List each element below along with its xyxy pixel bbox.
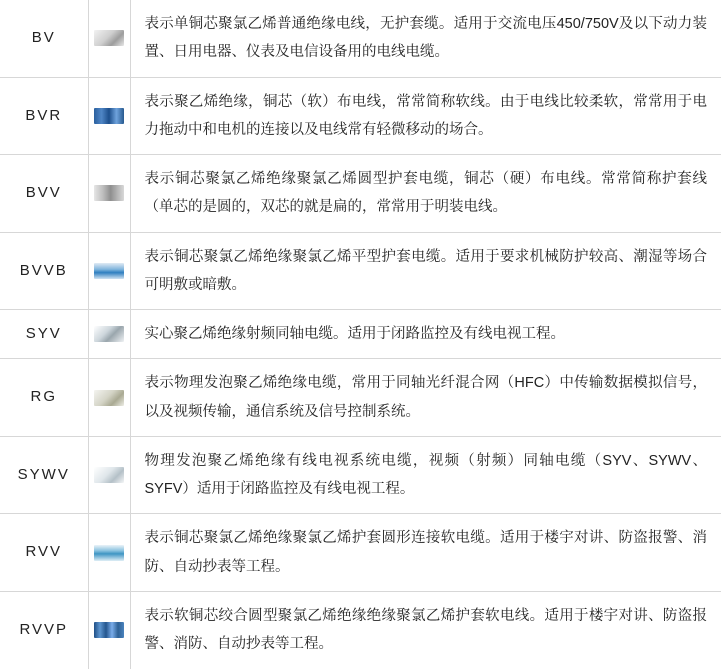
cable-code: BV bbox=[0, 21, 88, 56]
cable-code-cell bbox=[0, 232, 88, 310]
cable-description: 实心聚乙烯绝缘射频同轴电缆。适用于闭路监控及有线电视工程。 bbox=[131, 310, 721, 358]
table-row bbox=[0, 436, 721, 514]
cable-code-cell bbox=[0, 359, 88, 437]
cable-thumbnail-sywv bbox=[94, 467, 124, 483]
cable-thumbnail-cell bbox=[88, 77, 130, 155]
cable-description-cell bbox=[130, 232, 721, 310]
cable-thumbnail-syv bbox=[94, 326, 124, 342]
cable-code: RG bbox=[0, 380, 88, 415]
cable-thumbnail-rvvp bbox=[94, 622, 124, 638]
cable-description-cell bbox=[130, 77, 721, 155]
cable-description: 表示软铜芯绞合圆型聚氯乙烯绝缘绝缘聚氯乙烯护套软电线。适用于楼宇对讲、防盗报警、消防、自动抄表等工程。 bbox=[131, 592, 721, 669]
cable-description: 表示铜芯聚氯乙烯绝缘聚氯乙烯圆型护套电缆，铜芯（硬）布电线。常常简称护套线（单芯的是圆的，双芯的就是扁的，常常用于明装电线。 bbox=[131, 155, 721, 232]
cable-thumbnail-cell bbox=[88, 232, 130, 310]
cable-thumbnail-bvvb bbox=[94, 263, 124, 279]
cable-description-cell bbox=[130, 591, 721, 668]
cable-thumbnail-cell bbox=[88, 514, 130, 592]
cable-code-cell bbox=[0, 436, 88, 514]
cable-description-cell bbox=[130, 436, 721, 514]
cable-code-cell bbox=[0, 514, 88, 592]
table-row bbox=[0, 0, 721, 77]
cable-description-cell bbox=[130, 359, 721, 437]
cable-code-cell bbox=[0, 591, 88, 668]
cable-thumbnail-bvv bbox=[94, 185, 124, 201]
cable-description-cell bbox=[130, 514, 721, 592]
cable-thumbnail-cell bbox=[88, 436, 130, 514]
cable-code-cell bbox=[0, 155, 88, 233]
table-row bbox=[0, 359, 721, 437]
cable-code: BVVB bbox=[0, 254, 88, 289]
cable-code-cell bbox=[0, 77, 88, 155]
cable-thumbnail-cell bbox=[88, 155, 130, 233]
cable-description: 表示单铜芯聚氯乙烯普通绝缘电线，无护套缆。适用于交流电压450/750V及以下动力装置、日用电器、仪表及电信设备用的电线电缆。 bbox=[131, 0, 721, 77]
cable-code-cell bbox=[0, 0, 88, 77]
cable-description: 表示物理发泡聚乙烯绝缘电缆，常用于同轴光纤混合网（HFC）中传输数据模拟信号，以及视频传输，通信系统及信号控制系统。 bbox=[131, 359, 721, 436]
cable-thumbnail-cell bbox=[88, 310, 130, 359]
cable-code: BVR bbox=[0, 99, 88, 134]
cable-description: 表示聚乙烯绝缘，铜芯（软）布电线，常常简称软线。由于电线比较柔软，常常用于电力拖动中和电机的连接以及电线常有轻微移动的场合。 bbox=[131, 78, 721, 155]
cable-description-cell bbox=[130, 310, 721, 359]
cable-code-cell bbox=[0, 310, 88, 359]
cable-description-cell bbox=[130, 155, 721, 233]
cable-thumbnail-cell bbox=[88, 359, 130, 437]
cable-code: SYWV bbox=[0, 458, 88, 493]
cable-thumbnail-rg bbox=[94, 390, 124, 406]
cable-thumbnail-bv bbox=[94, 30, 124, 46]
cable-thumbnail-bvr bbox=[94, 108, 124, 124]
table-row bbox=[0, 77, 721, 155]
cable-thumbnail-cell bbox=[88, 591, 130, 668]
cable-description: 表示铜芯聚氯乙烯绝缘聚氯乙烯护套圆形连接软电缆。适用于楼宇对讲、防盗报警、消防、自动抄表等工程。 bbox=[131, 514, 721, 591]
cable-description: 表示铜芯聚氯乙烯绝缘聚氯乙烯平型护套电缆。适用于要求机械防护较高、潮湿等场合可明敷或暗敷。 bbox=[131, 233, 721, 310]
cable-code: RVVP bbox=[0, 613, 88, 648]
table-row bbox=[0, 232, 721, 310]
cable-code: BVV bbox=[0, 176, 88, 211]
table-row bbox=[0, 591, 721, 668]
table-row bbox=[0, 514, 721, 592]
cable-thumbnail-cell bbox=[88, 0, 130, 77]
cable-thumbnail-rvv bbox=[94, 545, 124, 561]
cable-code: RVV bbox=[0, 535, 88, 570]
table-row bbox=[0, 155, 721, 233]
cable-description-cell bbox=[130, 0, 721, 77]
cable-code: SYV bbox=[0, 317, 88, 352]
table-row bbox=[0, 310, 721, 359]
cable-description: 物理发泡聚乙烯绝缘有线电视系统电缆，视频（射频）同轴电缆（SYV、SYWV、SYFV）适用于闭路监控及有线电视工程。 bbox=[131, 437, 721, 514]
